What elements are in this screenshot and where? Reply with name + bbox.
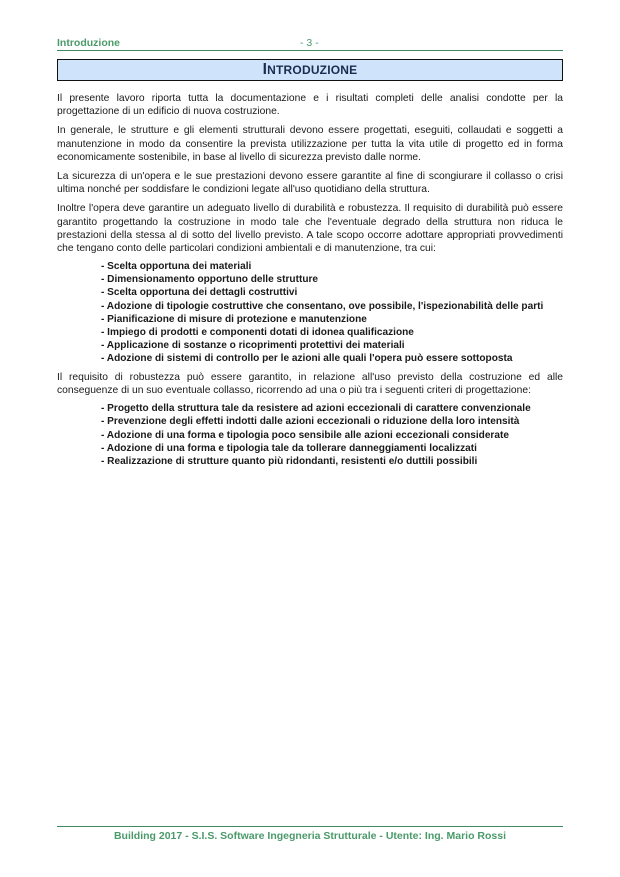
paragraph-general: In generale, le strutture e gli elementi strutturali devono essere progettati, eseguiti, collaudati e soggetti a manutenzione in modo da consentire la prevista utilizzazione per tutta la vita utile di progetto ed in forma economicamente sostenibile, in base al livello di sicurezza previsto dalle norme. bbox=[57, 125, 563, 163]
running-header-section: Introduzione bbox=[57, 37, 120, 49]
section-title-box bbox=[57, 59, 563, 81]
paragraph-safety: La sicurezza di un'opera e le sue prestazioni devono essere garantite al fine di scongiurare il collasso o crisi ultima nonché per soddisfare le condizioni legate all'uso quotidiano della struttura. bbox=[57, 171, 563, 196]
paragraph-durability: Inoltre l'opera deve garantire un adeguato livello di durabilità e robustezza. Il requisito di durabilità può essere garantito progettando la costruzione in modo tale che l'eventuale degrado della struttura non riduca le prestazioni della stessa al di sotto del livello previsto. A tale scopo occorre adottare appropriati provvedimenti che tengano conto delle particolari condizioni ambientali e di manutenzione, tra cui: bbox=[57, 203, 563, 255]
list-item: - Adozione di una forma e tipologia tale da tollerare danneggiamenti localizzati bbox=[101, 442, 477, 454]
footer-divider bbox=[57, 826, 563, 827]
durability-list bbox=[101, 260, 563, 365]
list-item: - Progetto della struttura tale da resistere ad azioni eccezionali di carattere convenzionale bbox=[101, 403, 531, 415]
section-title-initial: I bbox=[262, 61, 268, 78]
list-item: - Adozione di tipologie costruttive che consentano, ove possibile, l'ispezionabilità delle parti bbox=[101, 300, 544, 312]
list-item: - Impiego di prodotti e componenti dotati di idonea qualificazione bbox=[101, 326, 414, 338]
list-item: - Prevenzione degli effetti indotti dalle azioni eccezionali o riduzione della loro intensità bbox=[101, 416, 520, 428]
list-item: - Adozione di una forma e tipologia poco sensibile alle azioni eccezionali considerate bbox=[101, 429, 509, 441]
section-title-rest: NTRODUZIONE bbox=[267, 63, 358, 77]
list-item: - Scelta opportuna dei dettagli costruttivi bbox=[101, 287, 298, 299]
running-footer: Building 2017 - S.I.S. Software Ingegneria Strutturale - Utente: Ing. Mario Rossi bbox=[113, 830, 507, 842]
list-item: - Scelta opportuna dei materiali bbox=[101, 261, 252, 273]
paragraph-intro: Il presente lavoro riporta tutta la documentazione e i risultati completi delle analisi condotte per la progettazione di un edificio di nuova costruzione. bbox=[57, 93, 563, 118]
paragraph-robustness: Il requisito di robustezza può essere garantito, in relazione all'uso previsto della costruzione ed alle conseguenze di un suo eventuale collasso, ricorrendo ad una o più tra i seguenti criteri di progettazione: bbox=[57, 371, 563, 397]
robustness-list bbox=[101, 402, 563, 467]
list-item: - Pianificazione di misure di protezione e manutenzione bbox=[101, 313, 367, 325]
list-item: - Applicazione di sostanze o ricoprimenti protettivi dei materiali bbox=[101, 339, 405, 351]
list-item: - Adozione di sistemi di controllo per le azioni alle quali l'opera può essere sottoposta bbox=[101, 352, 513, 364]
header-divider bbox=[57, 50, 563, 51]
document-body bbox=[57, 92, 563, 474]
section-title bbox=[263, 61, 358, 78]
list-item: - Dimensionamento opportuno delle strutture bbox=[101, 274, 319, 286]
list-item: - Realizzazione di strutture quanto più ridondanti, resistenti e/o duttili possibili bbox=[101, 455, 478, 467]
page-number: - 3 - bbox=[300, 37, 319, 49]
